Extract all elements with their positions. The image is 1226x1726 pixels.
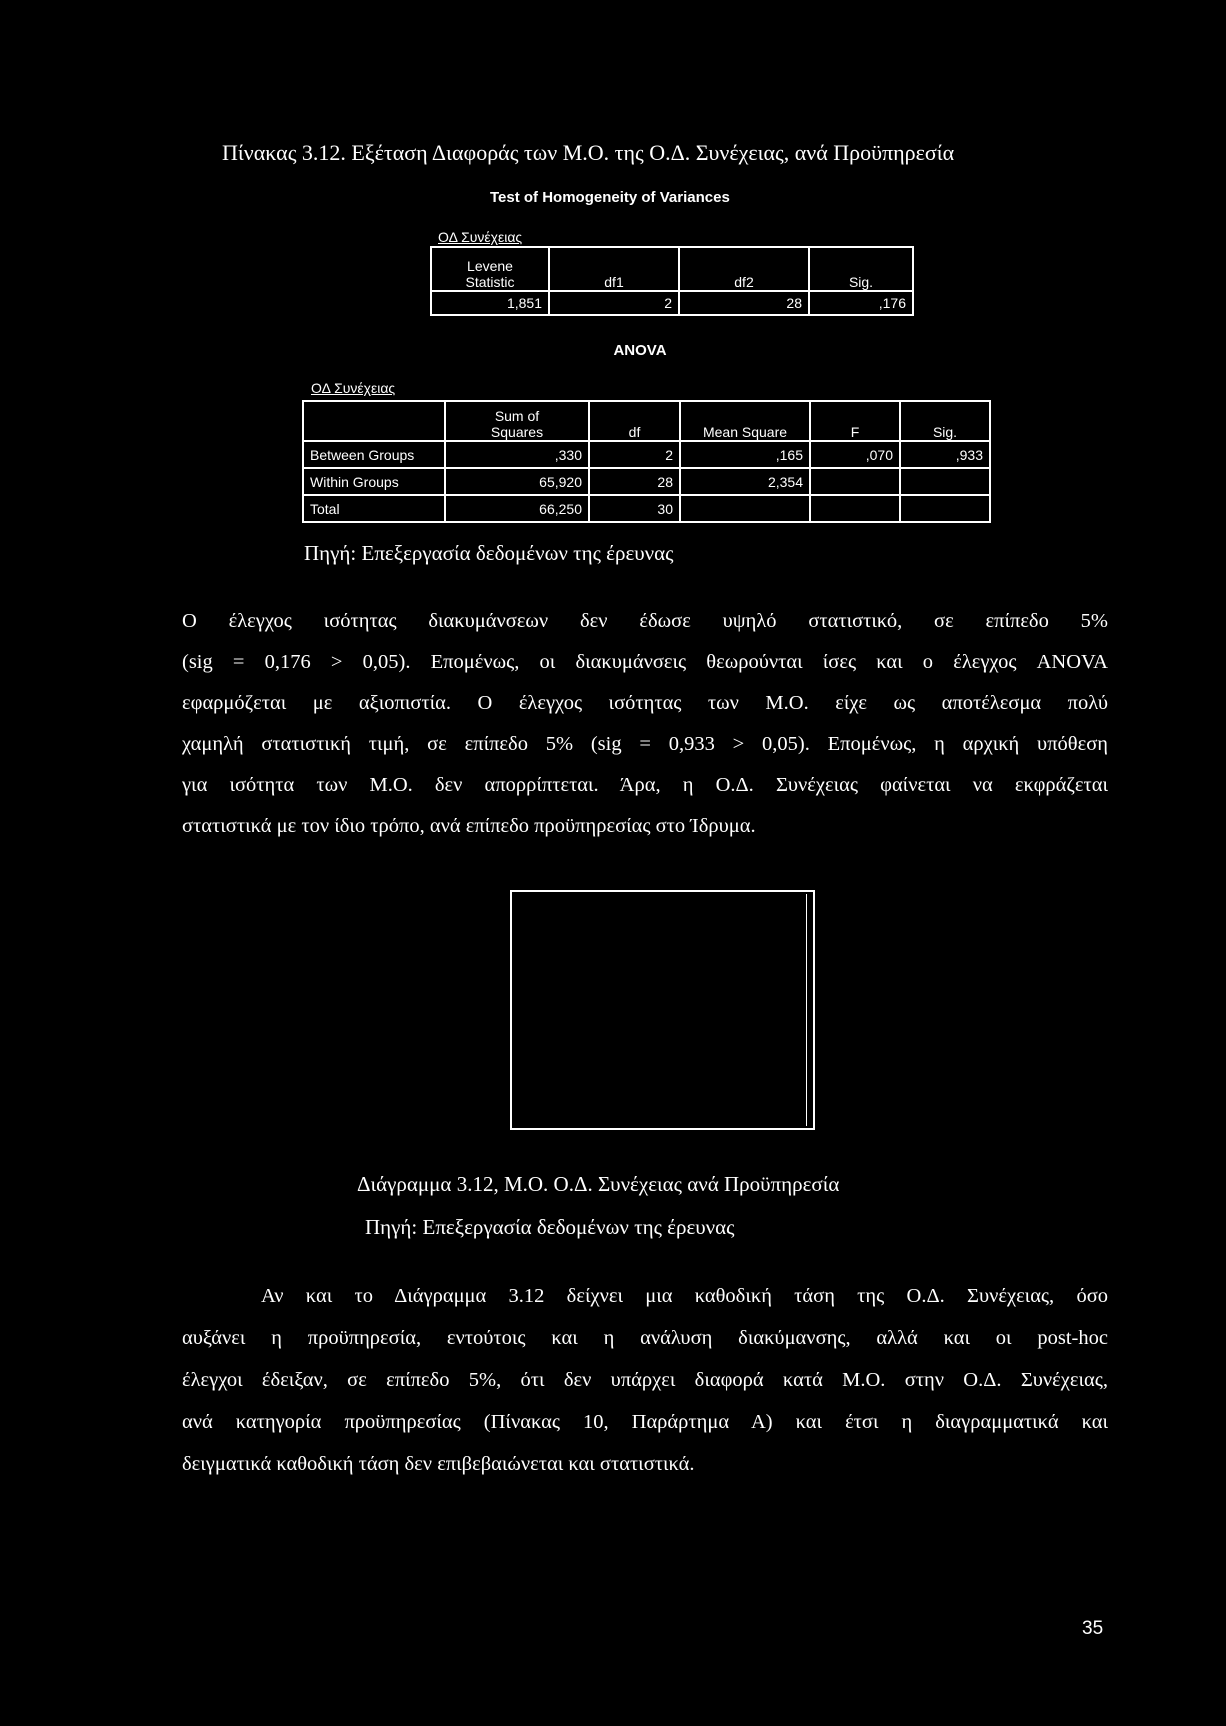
- anova-sig: [900, 495, 990, 522]
- anova-row-label: Within Groups: [303, 468, 445, 495]
- anova-title: ANOVA: [613, 342, 667, 359]
- paragraph1-line: στατιστικά με τον ίδιο τρόπο, ανά επίπεδο προϋπηρεσίας στο Ίδρυμα.: [182, 815, 756, 837]
- levene-header-statistic: Levene Statistic: [431, 247, 549, 291]
- table-caption: Πίνακας 3.12. Εξέταση Διαφοράς των Μ.Ο. της Ο.Δ. Συνέχειας, ανά Προϋπηρεσία: [222, 140, 955, 165]
- levene-title: Test of Homogeneity of Variances: [490, 189, 730, 206]
- levene-df1-value: 2: [549, 291, 679, 315]
- anova-sum-of-squares: 65,920: [445, 468, 589, 495]
- anova-f: [810, 495, 900, 522]
- paragraph1-line: για ισότητα των Μ.Ο. δεν απορρίπτεται. Άρα, η Ο.Δ. Συνέχειας φαίνεται να εκφράζεται: [182, 774, 1108, 796]
- paragraph1-line: (sig = 0,176 > 0,05). Επομένως, οι διακυμάνσεις θεωρούνται ίσες και ο έλεγχος ANOVA: [182, 651, 1108, 673]
- paragraph2-line: Αν και το Διάγραμμα 3.12 δείχνει μια καθοδική τάση της Ο.Δ. Συνέχειας, όσο: [261, 1285, 1108, 1307]
- diagram-source-note: Πηγή: Επεξεργασία δεδομένων της έρευνας: [365, 1215, 735, 1239]
- diagram-edge-line: [806, 894, 807, 1126]
- anova-df: 30: [589, 495, 680, 522]
- levene-header-sig: Sig.: [809, 247, 913, 291]
- anova-mean-square: 2,354: [680, 468, 810, 495]
- levene-header-df1: df1: [549, 247, 679, 291]
- levene-header-df2: df2: [679, 247, 809, 291]
- levene-data-row: [431, 291, 913, 315]
- anova-header-sum-of-squares: Sum of Squares: [445, 401, 589, 441]
- diagram-caption: Διάγραμμα 3.12, Μ.Ο. Ο.Δ. Συνέχειας ανά Προϋπηρεσία: [357, 1172, 840, 1196]
- anova-mean-square: [680, 495, 810, 522]
- anova-row: [303, 441, 990, 468]
- levene-header-row: [431, 247, 913, 291]
- levene-statistic-value: 1,851: [431, 291, 549, 315]
- anova-header-sig: Sig.: [900, 401, 990, 441]
- levene-df2-value: 28: [679, 291, 809, 315]
- anova-sum-of-squares: 66,250: [445, 495, 589, 522]
- anova-header-mean-square: Mean Square: [680, 401, 810, 441]
- anova-header-f: F: [810, 401, 900, 441]
- paragraph2-line: δειγματικά καθοδική τάση δεν επιβεβαιώνεται και στατιστικά.: [182, 1453, 695, 1475]
- anova-row: [303, 468, 990, 495]
- anova-row-label: Between Groups: [303, 441, 445, 468]
- levene-sig-value: ,176: [809, 291, 913, 315]
- anova-df: 2: [589, 441, 680, 468]
- paragraph1-line: χαμηλή στατιστική τιμή, σε επίπεδο 5% (sig = 0,933 > 0,05). Επομένως, η αρχική υπόθεση: [182, 733, 1108, 755]
- anova-header-blank: [303, 401, 445, 441]
- paragraph1-line: Ο έλεγχος ισότητας διακυμάνσεων δεν έδωσε υψηλό στατιστικό, σε επίπεδο 5%: [182, 610, 1108, 632]
- paragraph2-line: έλεγχοι έδειξαν, σε επίπεδο 5%, ότι δεν υπάρχει διαφορά κατά Μ.Ο. στην Ο.Δ. Συνέχειας,: [182, 1369, 1108, 1391]
- anova-f: [810, 468, 900, 495]
- levene-variable-label: ΟΔ Συνέχειας: [438, 229, 523, 245]
- anova-header-df: df: [589, 401, 680, 441]
- anova-row: [303, 495, 990, 522]
- anova-f: ,070: [810, 441, 900, 468]
- anova-table: [302, 400, 991, 523]
- anova-mean-square: ,165: [680, 441, 810, 468]
- paragraph1-line: εφαρμόζεται με αξιοπιστία. Ο έλεγχος ισότητας των Μ.Ο. είχε ως αποτέλεσμα πολύ: [182, 692, 1108, 714]
- diagram-image: [510, 890, 815, 1130]
- paragraph2-line: αυξάνει η προϋπηρεσία, εντούτοις και η ανάλυση διακύμανσης, αλλά και οι post-hoc: [182, 1327, 1108, 1349]
- anova-sig: [900, 468, 990, 495]
- page-number: 35: [1082, 1618, 1104, 1639]
- anova-row-label: Total: [303, 495, 445, 522]
- paragraph2-line: ανά κατηγορία προϋπηρεσίας (Πίνακας 10, Παράρτημα Α) και έτσι η διαγραμματικά και: [182, 1411, 1108, 1433]
- anova-variable-label: ΟΔ Συνέχειας: [311, 380, 396, 396]
- levene-table: [430, 246, 914, 316]
- anova-header-row: [303, 401, 990, 441]
- anova-sum-of-squares: ,330: [445, 441, 589, 468]
- anova-sig: ,933: [900, 441, 990, 468]
- table-source-note: Πηγή: Επεξεργασία δεδομένων της έρευνας: [304, 541, 674, 565]
- anova-df: 28: [589, 468, 680, 495]
